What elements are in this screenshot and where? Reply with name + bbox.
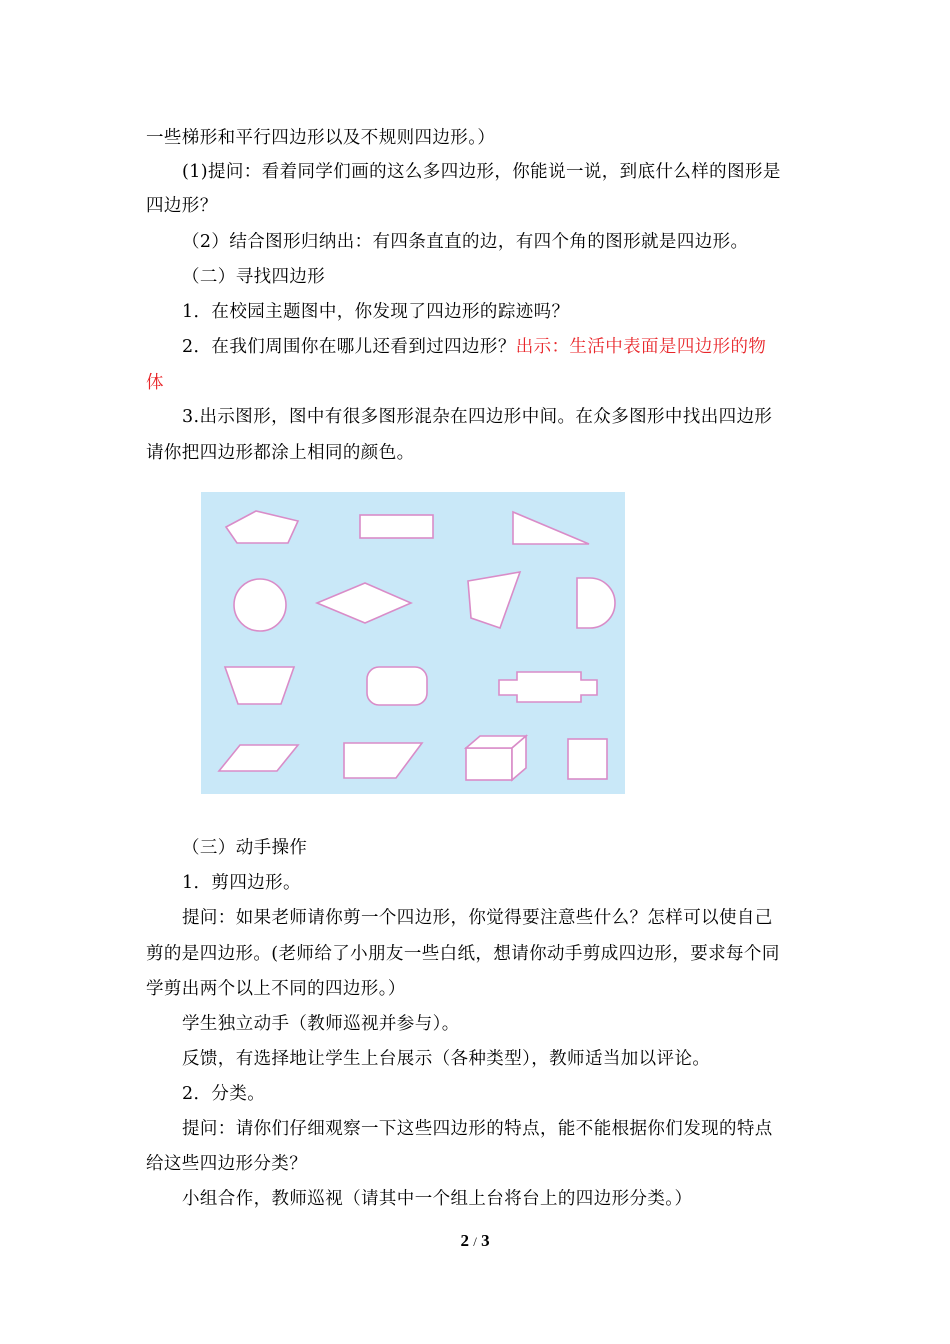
- page-separator: /: [473, 1234, 477, 1249]
- paragraph: 请你把四边形都涂上相同的颜色。: [146, 443, 415, 463]
- circle-shape: [234, 579, 286, 631]
- square-shape: [568, 739, 607, 779]
- paragraph: 一些梯形和平行四边形以及不规则四边形。）: [146, 128, 496, 148]
- highlight-text: 出示：生活中表面是四边形的物: [515, 337, 767, 357]
- page-total: 3: [481, 1231, 490, 1250]
- right-trapezoid-shape: [344, 743, 422, 778]
- paragraph-text: 2．在我们周围你在哪儿还看到过四边形？: [182, 337, 516, 357]
- right-triangle-shape: [513, 512, 589, 544]
- paragraph: 学生独立动手（教师巡视并参与）。: [182, 1014, 460, 1034]
- section-heading: （三）动手操作: [182, 838, 308, 858]
- semicircle-shape: [577, 578, 615, 628]
- cross-shape: [499, 672, 597, 702]
- paragraph: 提问：如果老师请你剪一个四边形，你觉得要注意些什么？怎样可以使自己: [182, 908, 773, 928]
- shapes-diagram: [201, 492, 625, 794]
- rhombus-shape: [317, 583, 411, 623]
- shapes-figure: [201, 492, 625, 794]
- rounded-rectangle-shape: [367, 667, 427, 705]
- paragraph: 四边形？: [146, 196, 218, 216]
- paragraph: 反馈，有选择地让学生上台展示（各种类型），教师适当加以评论。: [182, 1049, 711, 1069]
- trapezoid-shape: [225, 667, 294, 704]
- highlight-text: 体: [146, 373, 164, 393]
- quadrilateral-shape: [468, 572, 520, 628]
- paragraph: [182, 336, 766, 358]
- paragraph: 1．在校园主题图中，你发现了四边形的踪迹吗？: [182, 302, 570, 322]
- rectangle-shape: [360, 515, 433, 538]
- parallelogram-shape: [219, 745, 298, 771]
- paragraph: 2．分类。: [182, 1084, 266, 1104]
- paragraph: 1．剪四边形。: [182, 873, 301, 893]
- paragraph: （2）结合图形归纳出：有四条直直的边，有四个角的图形就是四边形。: [182, 232, 749, 252]
- page-current: 2: [460, 1231, 469, 1250]
- paragraph: 小组合作，教师巡视（请其中一个组上台将台上的四边形分类。）: [182, 1189, 693, 1209]
- paragraph: 学剪出两个以上不同的四边形。）: [146, 979, 406, 999]
- page-number: [0, 1231, 950, 1251]
- paragraph: (1)提问：看着同学们画的这么多四边形，你能说一说，到底什么样的图形是: [182, 162, 781, 182]
- cuboid-shape: [466, 736, 526, 780]
- paragraph: 剪的是四边形。(老师给了小朋友一些白纸，想请你动手剪成四边形，要求每个同: [146, 944, 780, 964]
- section-heading: （二）寻找四边形: [182, 267, 326, 287]
- paragraph: 3.出示图形，图中有很多图形混杂在四边形中间。在众多图形中找出四边形: [182, 407, 773, 427]
- pentagon-shape: [226, 511, 298, 543]
- paragraph: 给这些四边形分类？: [146, 1154, 308, 1174]
- paragraph: 提问：请你们仔细观察一下这些四边形的特点，能不能根据你们发现的特点: [182, 1119, 773, 1139]
